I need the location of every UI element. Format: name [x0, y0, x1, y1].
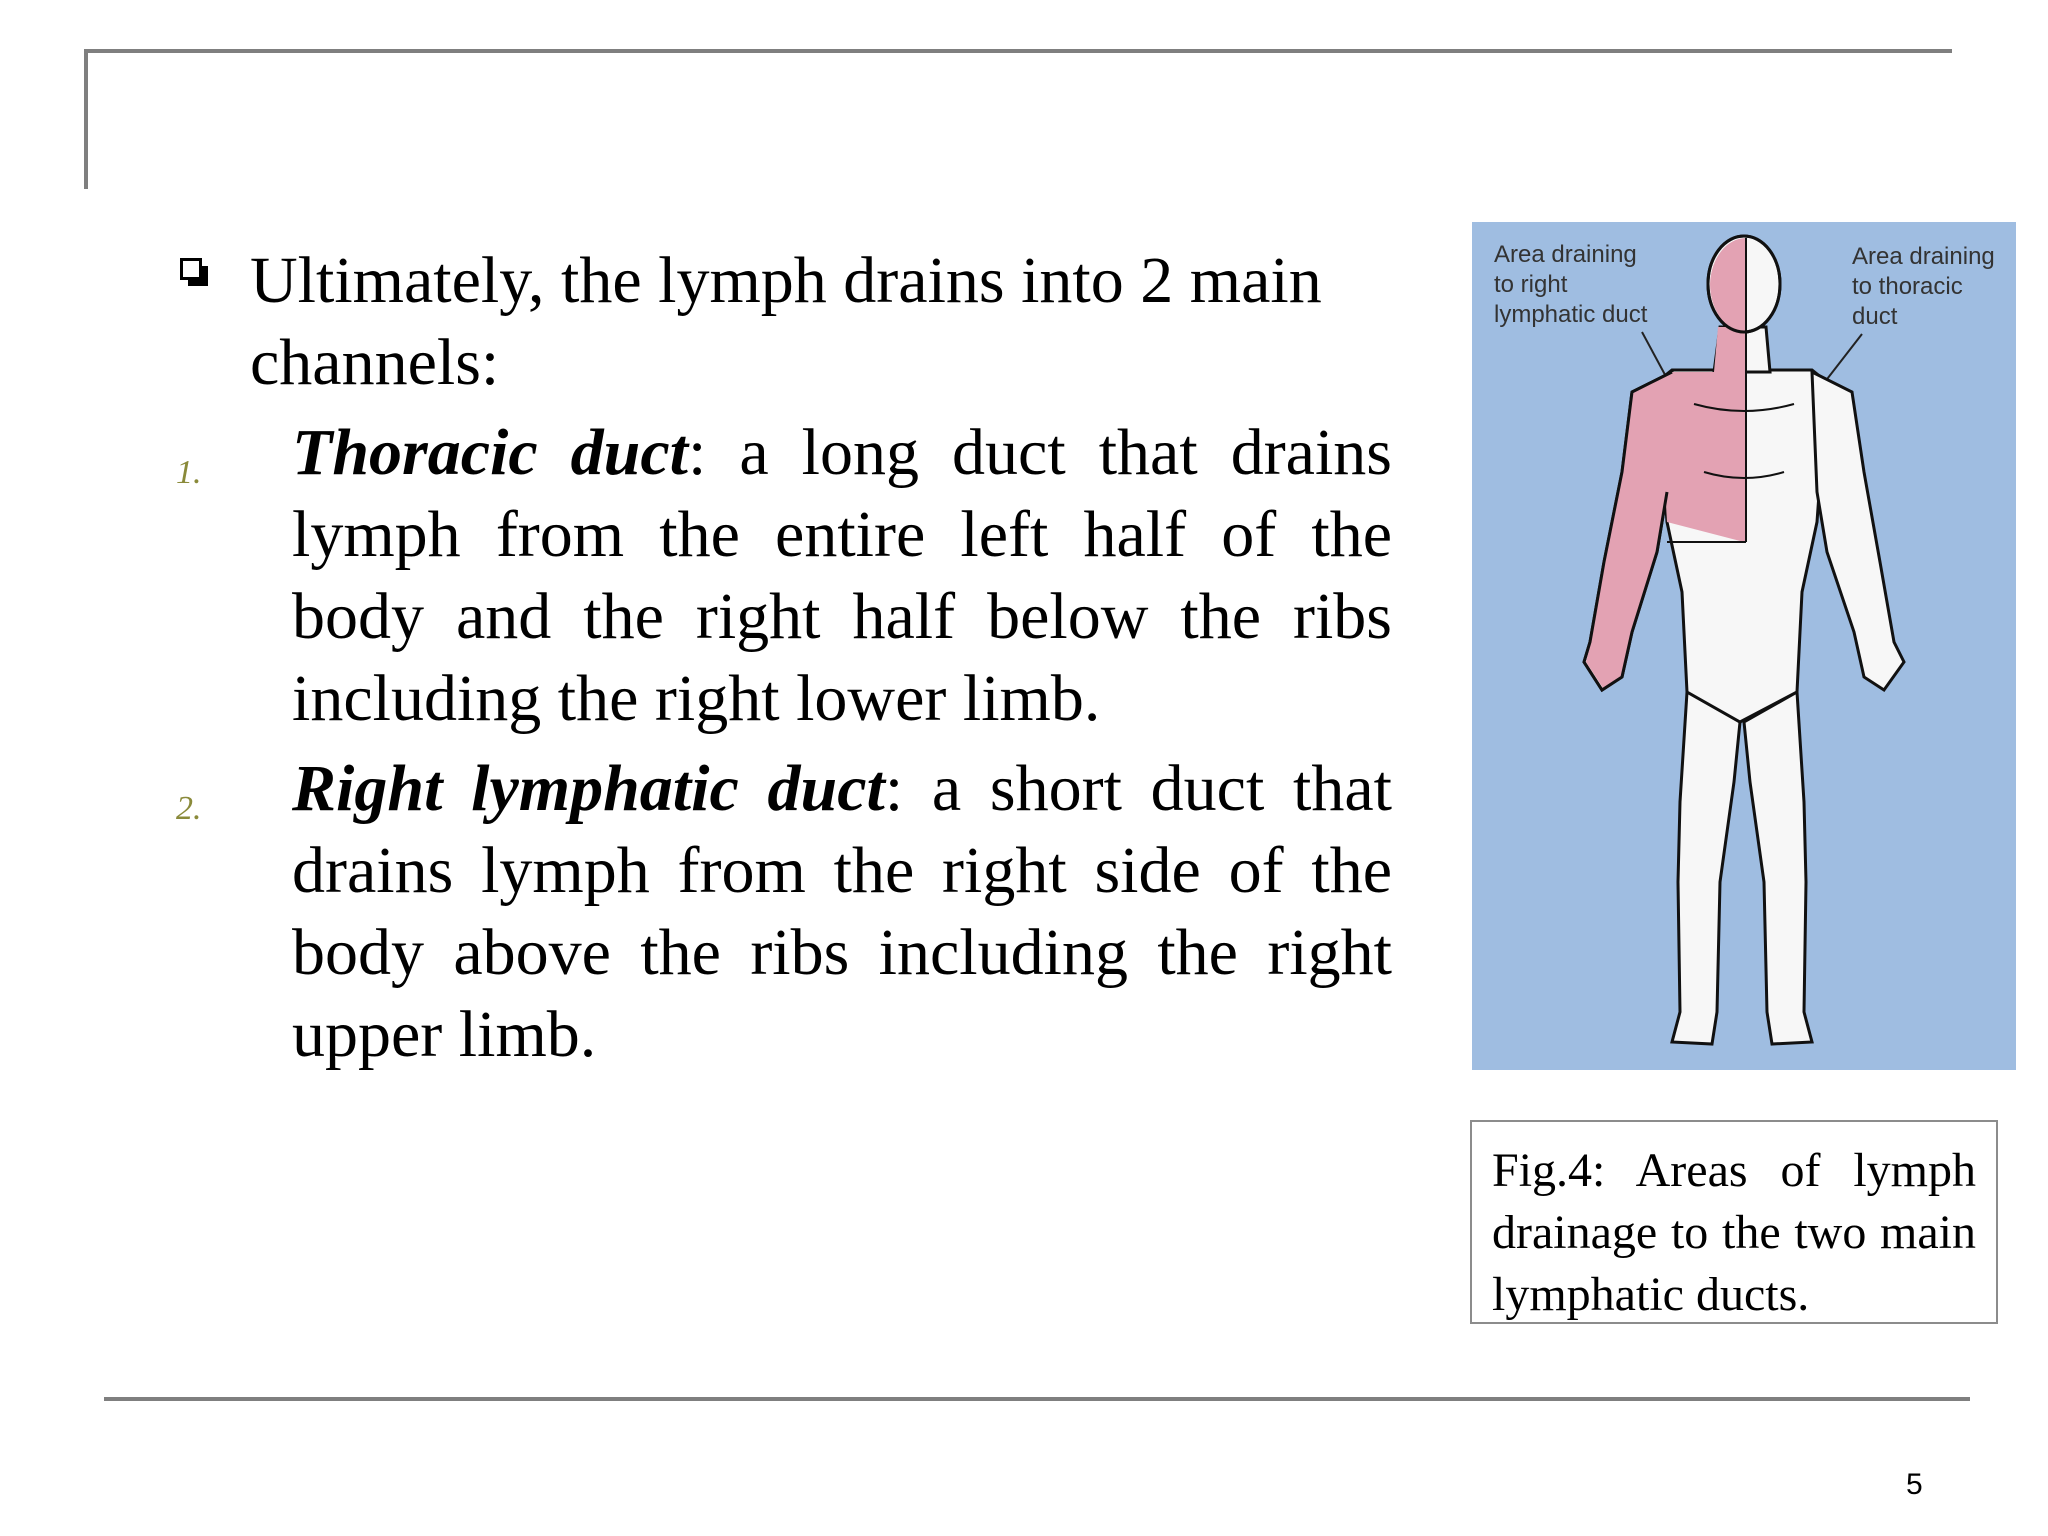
- desc-thoracic-duct: : a long duct that drains lymph from the entire left half of the body and the right half below the ribs including the right lower limb.: [292, 416, 1392, 735]
- top-rule: [86, 49, 1952, 53]
- lymph-drainage-figure: [1472, 222, 2016, 1070]
- figure-caption: Fig.4: Areas of lymph drainage to the two main lymphatic ducts.: [1470, 1120, 1998, 1324]
- bottom-rule: [104, 1397, 1970, 1401]
- human-body-illustration: [1472, 222, 2016, 1070]
- term-right-lymphatic-duct: Right lymphatic duct: [292, 752, 885, 825]
- left-rule: [84, 49, 88, 189]
- intro-text: Ultimately, the lymph drains into 2 main channels:: [250, 244, 1322, 399]
- list-item-right-lymphatic-duct: [170, 748, 1392, 1076]
- square-bullet-icon: [180, 258, 202, 280]
- list-number: 1.: [176, 454, 202, 491]
- page-number: 5: [1906, 1468, 1923, 1501]
- slide-content: [170, 240, 1392, 1076]
- list-item-thoracic-duct: [170, 412, 1392, 740]
- list-number: 2.: [176, 790, 202, 827]
- intro-bullet: [170, 240, 1392, 404]
- label-right-lymphatic-area: Area draining to right lymphatic duct: [1494, 241, 1648, 328]
- label-thoracic-area: Area draining to thoracic duct: [1852, 243, 1995, 330]
- term-thoracic-duct: Thoracic duct: [292, 416, 688, 489]
- desc-right-lymphatic-duct: : a short duct that drains lymph from the right side of the body above the ribs including the right upper limb.: [292, 752, 1392, 1071]
